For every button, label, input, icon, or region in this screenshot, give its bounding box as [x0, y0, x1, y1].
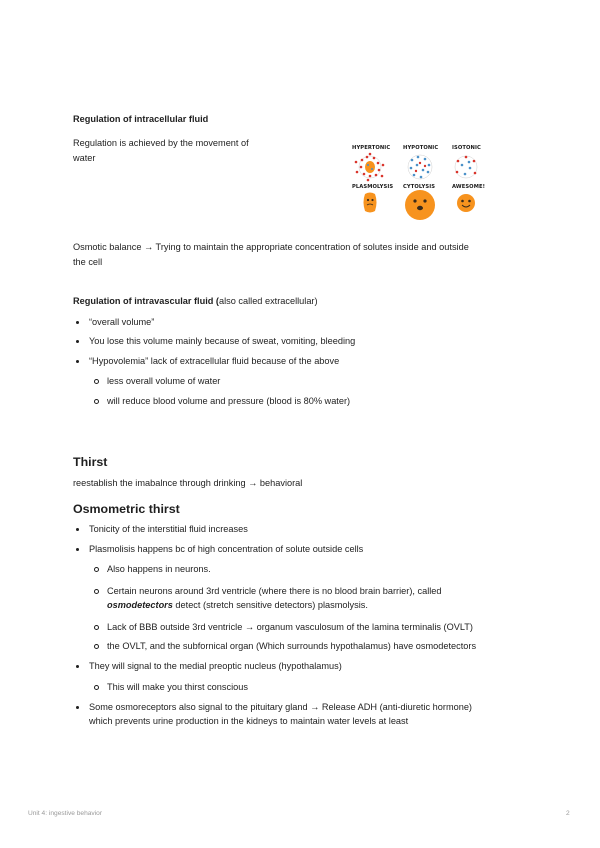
osmometric-bullet-1: Tonicity of the interstitial fluid increases — [89, 524, 248, 534]
intracellular-heading: Regulation of intracellular fluid — [73, 114, 209, 124]
bullet-dot — [76, 321, 79, 324]
intravascular-heading-rest: also called extracellular) — [219, 296, 318, 306]
label-awesome: AWESOME! — [452, 184, 486, 190]
sub-bullet-circle — [94, 644, 99, 649]
bullet-dot — [76, 665, 79, 668]
osmometric-sub-2-rest: detect (stretch sensitive detectors) plasmolysis. — [172, 600, 368, 610]
bullet-dot — [76, 528, 79, 531]
sub-bullet-circle — [94, 567, 99, 572]
intravascular-bullet-2: You lose this volume mainly because of sweat, vomiting, bleeding — [89, 336, 356, 346]
sub-bullet-circle — [94, 399, 99, 404]
sub-bullet-circle — [94, 685, 99, 690]
footer-title: Unit 4: ingestive behavior — [28, 810, 103, 817]
isotonic-cell — [455, 156, 477, 178]
bullet-dot — [76, 706, 79, 709]
osmometric-sub-1: Also happens in neurons. — [107, 564, 211, 574]
sub-bullet-circle — [94, 589, 99, 594]
footer-page-number: 2 — [566, 810, 570, 817]
swollen-cell-icon — [405, 190, 435, 220]
label-cytolysis: CYTOLYSIS — [403, 184, 436, 190]
intravascular-heading — [73, 294, 318, 308]
intravascular-sub-bullet-2: will reduce blood volume and pressure (blood is 80% water) — [107, 396, 351, 406]
shrunken-cell-icon — [364, 193, 377, 213]
intravascular-heading-bold: Regulation of intravascular fluid ( — [73, 296, 219, 306]
osmometric-sub-5: This will make you thirst conscious — [107, 682, 248, 692]
label-hypotonic: HYPOTONIC — [403, 145, 439, 151]
osmometric-bullet-2: Plasmolisis happens bc of high concentration of solute outside cells — [89, 544, 364, 554]
osmometric-bullet-3: They will signal to the medial preoptic nucleus (hypothalamus) — [89, 661, 342, 671]
label-isotonic: ISOTONIC — [452, 145, 481, 151]
bullet-dot — [76, 340, 79, 343]
osmometric-sub-2-line1: Certain neurons around 3rd ventricle (where there is no blood brain barrier), called — [107, 586, 442, 596]
osmometric-bullet-4-line1: Some osmoreceptors also signal to the pituitary gland → Release ADH (anti-diuretic hormone) — [89, 702, 472, 712]
bullet-dot — [76, 548, 79, 551]
intravascular-bullet-3: “Hypovolemia” lack of extracellular fluid because of the above — [89, 356, 340, 366]
sub-bullet-circle — [94, 625, 99, 630]
happy-cell-icon — [457, 194, 475, 212]
osmometric-sub-4: the OVLT, and the subfornical organ (Which surrounds hypothalamus) have osmodetectors — [107, 641, 477, 651]
sub-bullet-circle — [94, 379, 99, 384]
label-hypertonic: HYPERTONIC — [352, 145, 391, 151]
bullet-dot — [76, 360, 79, 363]
osmometric-sub-3: Lack of BBB outside 3rd ventricle → organum vasculosum of the lamina terminalis (OVLT) — [107, 622, 473, 632]
osmodetectors-term: osmodetectors — [107, 600, 173, 610]
osmotic-line2: the cell — [73, 257, 103, 267]
intracellular-text-line1: Regulation is achieved by the movement of — [73, 138, 249, 148]
label-plasmolysis: PLASMOLYSIS — [352, 184, 394, 190]
osmometric-heading: Osmometric thirst — [73, 502, 180, 516]
intravascular-sub-bullet-1: less overall volume of water — [107, 376, 221, 386]
intravascular-bullet-1: “overall volume” — [89, 317, 155, 327]
hypotonic-cell — [408, 155, 432, 179]
osmometric-sub-2-line2 — [107, 598, 527, 612]
tonicity-diagram — [348, 138, 498, 220]
thirst-text: reestablish the imabalnce through drinking → behavioral — [73, 478, 303, 488]
osmotic-line1: Osmotic balance → Trying to maintain the appropriate concentration of solutes inside and outside — [73, 242, 469, 252]
intracellular-text-line2: water — [73, 153, 96, 163]
osmometric-bullet-4-line2: which prevents urine production in the kidneys to maintain water levels at least — [89, 716, 409, 726]
thirst-heading: Thirst — [73, 455, 108, 469]
hypertonic-cell — [355, 153, 385, 182]
